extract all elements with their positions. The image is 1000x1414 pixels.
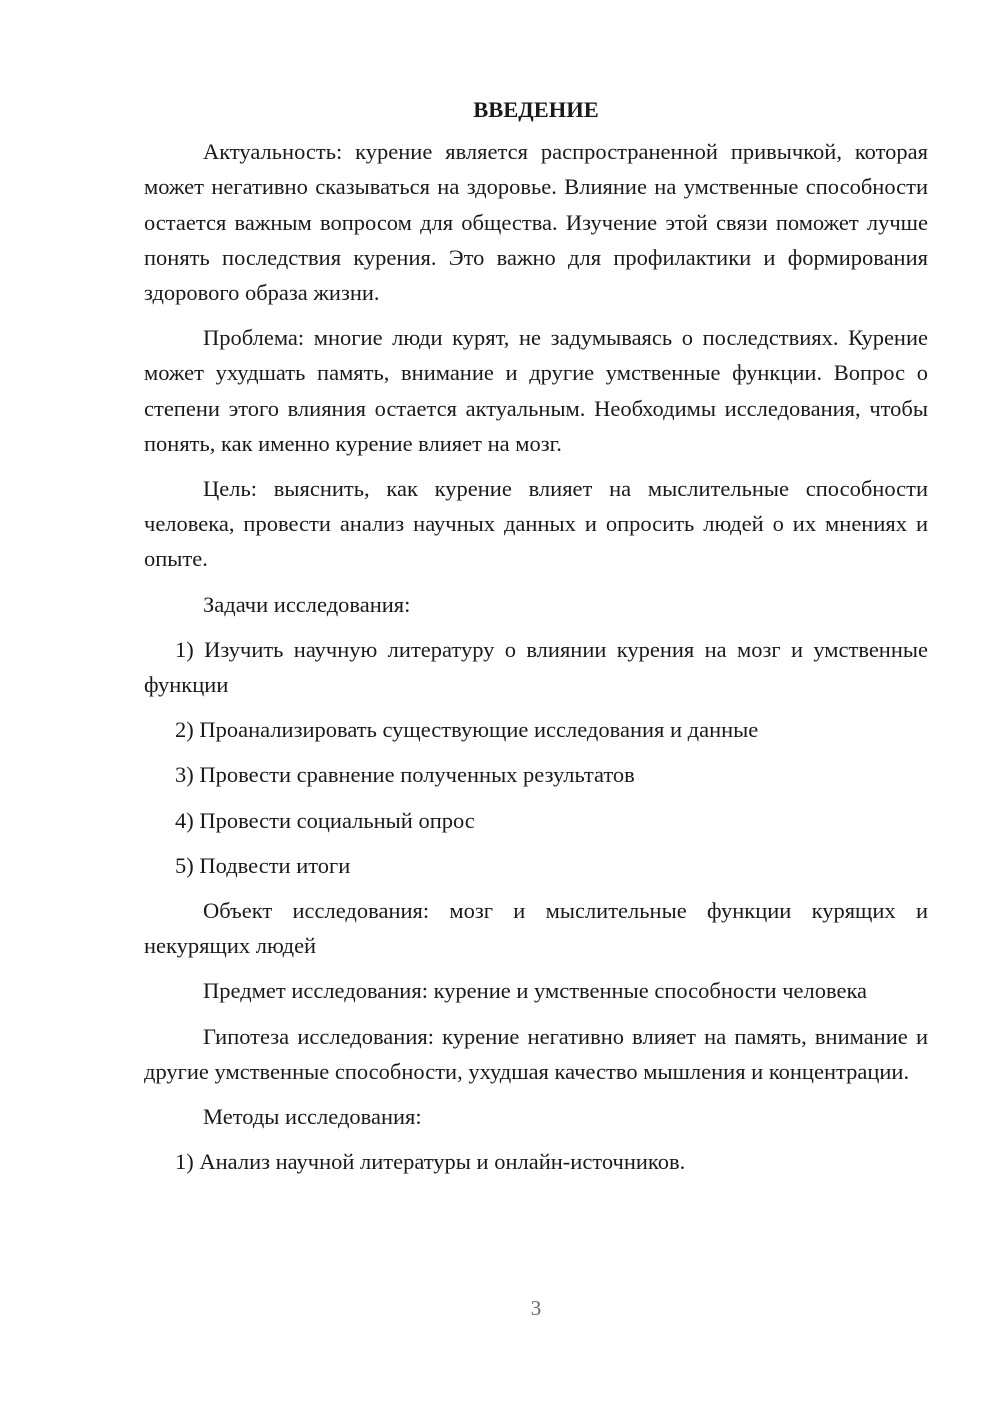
page-number: 3	[530, 1296, 542, 1320]
paragraph-subject: Предмет исследования: курение и умственные способности человека	[203, 978, 868, 1004]
task-item-4: 4) Провести социальный опрос	[175, 807, 475, 833]
methods-heading: Методы исследования:	[203, 1104, 422, 1130]
task-item-3: 3) Провести сравнение полученных результатов	[175, 762, 635, 788]
paragraph-relevance: Актуальность: курение является распространенной привычкой, которая может негативно сказываться на здоровье. Влияние на умственные способности остается важным вопросом для общества. Изучение этой связи поможет лучше понять последствия курения. Это важно для профилактики и формирования здорового образа жизни.	[144, 139, 928, 306]
method-item-1: 1) Анализ научной литературы и онлайн-источников.	[175, 1149, 686, 1175]
task-item-2: 2) Проанализировать существующие исследования и данные	[175, 717, 759, 743]
section-title: ВВЕДЕНИЕ	[473, 97, 599, 122]
task-item-5: 5) Подвести итоги	[175, 852, 351, 878]
paragraph-hypothesis: Гипотеза исследования: курение негативно влияет на память, внимание и другие умственные способности, ухудшая качество мышления и концентрации.	[144, 1023, 928, 1084]
paragraph-object: Объект исследования: мозг и мыслительные функции курящих и некурящих людей	[144, 898, 928, 959]
document-page	[144, 92, 928, 1189]
tasks-heading: Задачи исследования:	[203, 591, 411, 617]
paragraph-problem: Проблема: многие люди курят, не задумываясь о последствиях. Курение может ухудшать память, внимание и другие умственные функции. Вопрос о степени этого влияния остается актуальным. Необходимы исследования, чтобы понять, как именно курение влияет на мозг.	[144, 325, 928, 456]
paragraph-goal: Цель: выяснить, как курение влияет на мыслительные способности человека, провести анализ научных данных и опросить людей о их мнениях и опыте.	[144, 476, 928, 572]
task-item-1: 1) Изучить научную литературу о влиянии курения на мозг и умственные функции	[144, 636, 928, 698]
